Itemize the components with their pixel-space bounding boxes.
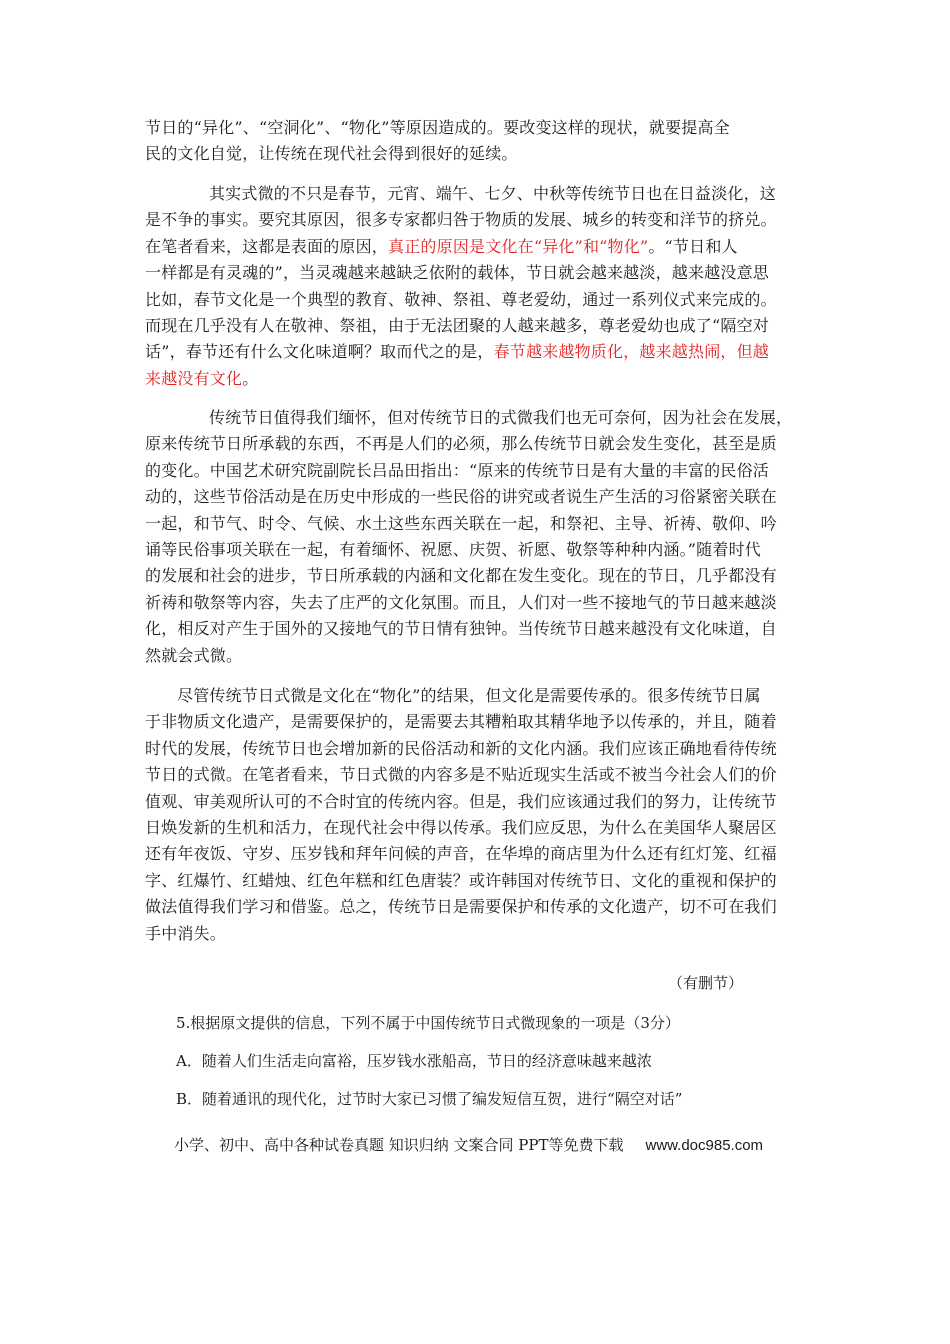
paragraph-3-line-4: 动的，这些节俗活动是在历史中形成的一些民俗的讲究或者说生产生活的习俗紧密关联在: [145, 487, 777, 507]
paragraph-2-line-4: 一样都是有灵魂的”，当灵魂越来越缺乏依附的载体，节日就会越来越淡，越来越没意思: [145, 263, 769, 283]
question-option-a: A．随着人们生活走向富裕，压岁钱水涨船高，节日的经济意味越来越浓: [176, 1052, 652, 1070]
paragraph-1-line-2: 民的文化自觉，让传统在现代社会得到很好的延续。: [145, 144, 518, 164]
paragraph-2-line-3-text: 在笔者看来，这都是表面的原因，: [145, 236, 389, 256]
paragraph-3-line-9: 化，相反对产生于国外的又接地气的节日情有独钟。当传统节日越来越没有文化味道，自: [145, 619, 777, 639]
question-stem: 5.根据原文提供的信息，下列不属于中国传统节日式微现象的一项是（3分）: [176, 1014, 680, 1032]
paragraph-4-line-2: 于非物质文化遗产，是需要保护的，是需要去其糟粕取其精华地予以传承的，并且，随着: [145, 712, 777, 732]
paragraph-2-line-1: 其实式微的不只是春节，元宵、端午、七夕、中秋等传统节日也在日益淡化，这: [209, 184, 777, 203]
paragraph-2-line-8: [145, 366, 805, 392]
highlight-text: 来越没有文化: [145, 368, 243, 388]
paragraph-3-line-10: 然就会式微。: [145, 645, 243, 665]
paragraph-3-line-1: 传统节日值得我们缅怀，但对传统节日的式微我们也无可奈何，因为社会在发展，: [209, 408, 793, 427]
paragraph-3-line-5: 一起，和节气、时令、气候、水土这些东西关联在一起，和祭祀、主导、祈祷、敬仰、吟: [145, 513, 777, 533]
paragraph-3-line-2: 原来传统节日所承载的东西，不再是人们的必须，那么传统节日就会发生变化，甚至是质: [145, 434, 777, 454]
paragraph-2-line-8-tail: 。: [242, 368, 259, 388]
paragraph-4-line-8: 字、红爆竹、红蜡烛、红色年糕和红色唐装？或许韩国对传统节日、文化的重视和保护的: [145, 870, 777, 890]
paragraph-2-line-6: 而现在几乎没有人在敬神、祭祖，由于无法团聚的人越来越多，尊老爱幼也成了“隔空对: [145, 315, 769, 335]
footer: [174, 1133, 763, 1158]
paragraph-4-line-10: 手中消失。: [145, 923, 227, 943]
footer-url-link[interactable]: www.doc985.com: [645, 1137, 764, 1154]
paragraph-3: [145, 405, 805, 669]
paragraph-2-line-7: [145, 339, 805, 365]
footer-text: 小学、初中、高中各种试卷真题 知识归纳 文案合同 PPT等免费下载: [174, 1136, 624, 1154]
paragraph-4-line-5: 值观、审美观所认可的不合时宜的传统内容。但是，我们应该通过我们的努力，让传统节: [145, 791, 777, 811]
paragraph-4-line-6: 日焕发新的生机和活力，在现代社会中得以传承。我们应反思，为什么在美国华人聚居区: [145, 817, 777, 837]
paragraph-3-line-7: 的发展和社会的进步，节日所承载的内涵和文化都在发生变化。现在的节日，几乎都没有: [145, 566, 777, 586]
paragraph-3-line-8: 祈祷和敬祭等内容，失去了庄严的文化氛围。而且，人们对一些不接地气的节日越来越淡: [145, 592, 777, 612]
paragraph-4-line-7: 还有年夜饭、守岁、压岁钱和拜年问候的声音，在华埠的商店里为什么还有红灯笼、红福: [145, 844, 777, 864]
paragraph-2-line-7-text: 话”，春节还有什么文化味道啊？取而代之的是，: [145, 342, 494, 362]
paragraph-3-line-6: 诵等民俗事项关联在一起，有着缅怀、祝愿、庆贺、祈愿、敬祭等种种内涵。”随着时代: [145, 539, 761, 559]
source-note: （有删节）: [668, 974, 744, 992]
highlight-text: 真正的原因是文化在“异化”和“物化”: [388, 236, 649, 256]
paragraph-1-line-1: 节日的“异化”、“空洞化”、“物化”等原因造成的。要改变这样的现状，就要提高全: [145, 118, 730, 137]
paragraph-2-line-3-tail: 。“节日和人: [648, 236, 738, 256]
question-option-b: B．随着通讯的现代化，过节时大家已习惯了编发短信互贺，进行“隔空对话”: [176, 1090, 683, 1108]
paragraph-4: [145, 683, 805, 947]
paragraph-4-line-4: 节日的式微。在笔者看来，节日式微的内容多是不贴近现实生活或不被当今社会人们的价: [145, 765, 777, 785]
paragraph-4-line-3: 时代的发展，传统节日也会增加新的民俗活动和新的文化内涵。我们应该正确地看待传统: [145, 738, 777, 758]
paragraph-4-line-1: 尽管传统节日式微是文化在“物化”的结果，但文化是需要传承的。很多传统节日属: [177, 686, 761, 705]
paragraph-2: [145, 181, 805, 392]
highlight-text: 春节越来越物质化，越来越热闹，但越: [493, 342, 769, 362]
paragraph-3-line-3: 的变化。中国艺术研究院副院长吕品田指出：“原来的传统节日是有大量的丰富的民俗活: [145, 460, 769, 480]
paragraph-2-line-3: [145, 234, 805, 260]
paragraph-1: [145, 115, 805, 168]
paragraph-4-line-9: 做法值得我们学习和借鉴。总之，传统节日是需要保护和传承的文化遗产，切不可在我们: [145, 897, 777, 917]
paragraph-2-line-5: 比如，春节文化是一个典型的教育、敬神、祭祖、尊老爱幼，通过一系列仪式来完成的。: [145, 289, 777, 309]
paragraph-2-line-2: 是不争的事实。要究其原因，很多专家都归咎于物质的发展、城乡的转变和洋节的挤兑。: [145, 210, 777, 230]
